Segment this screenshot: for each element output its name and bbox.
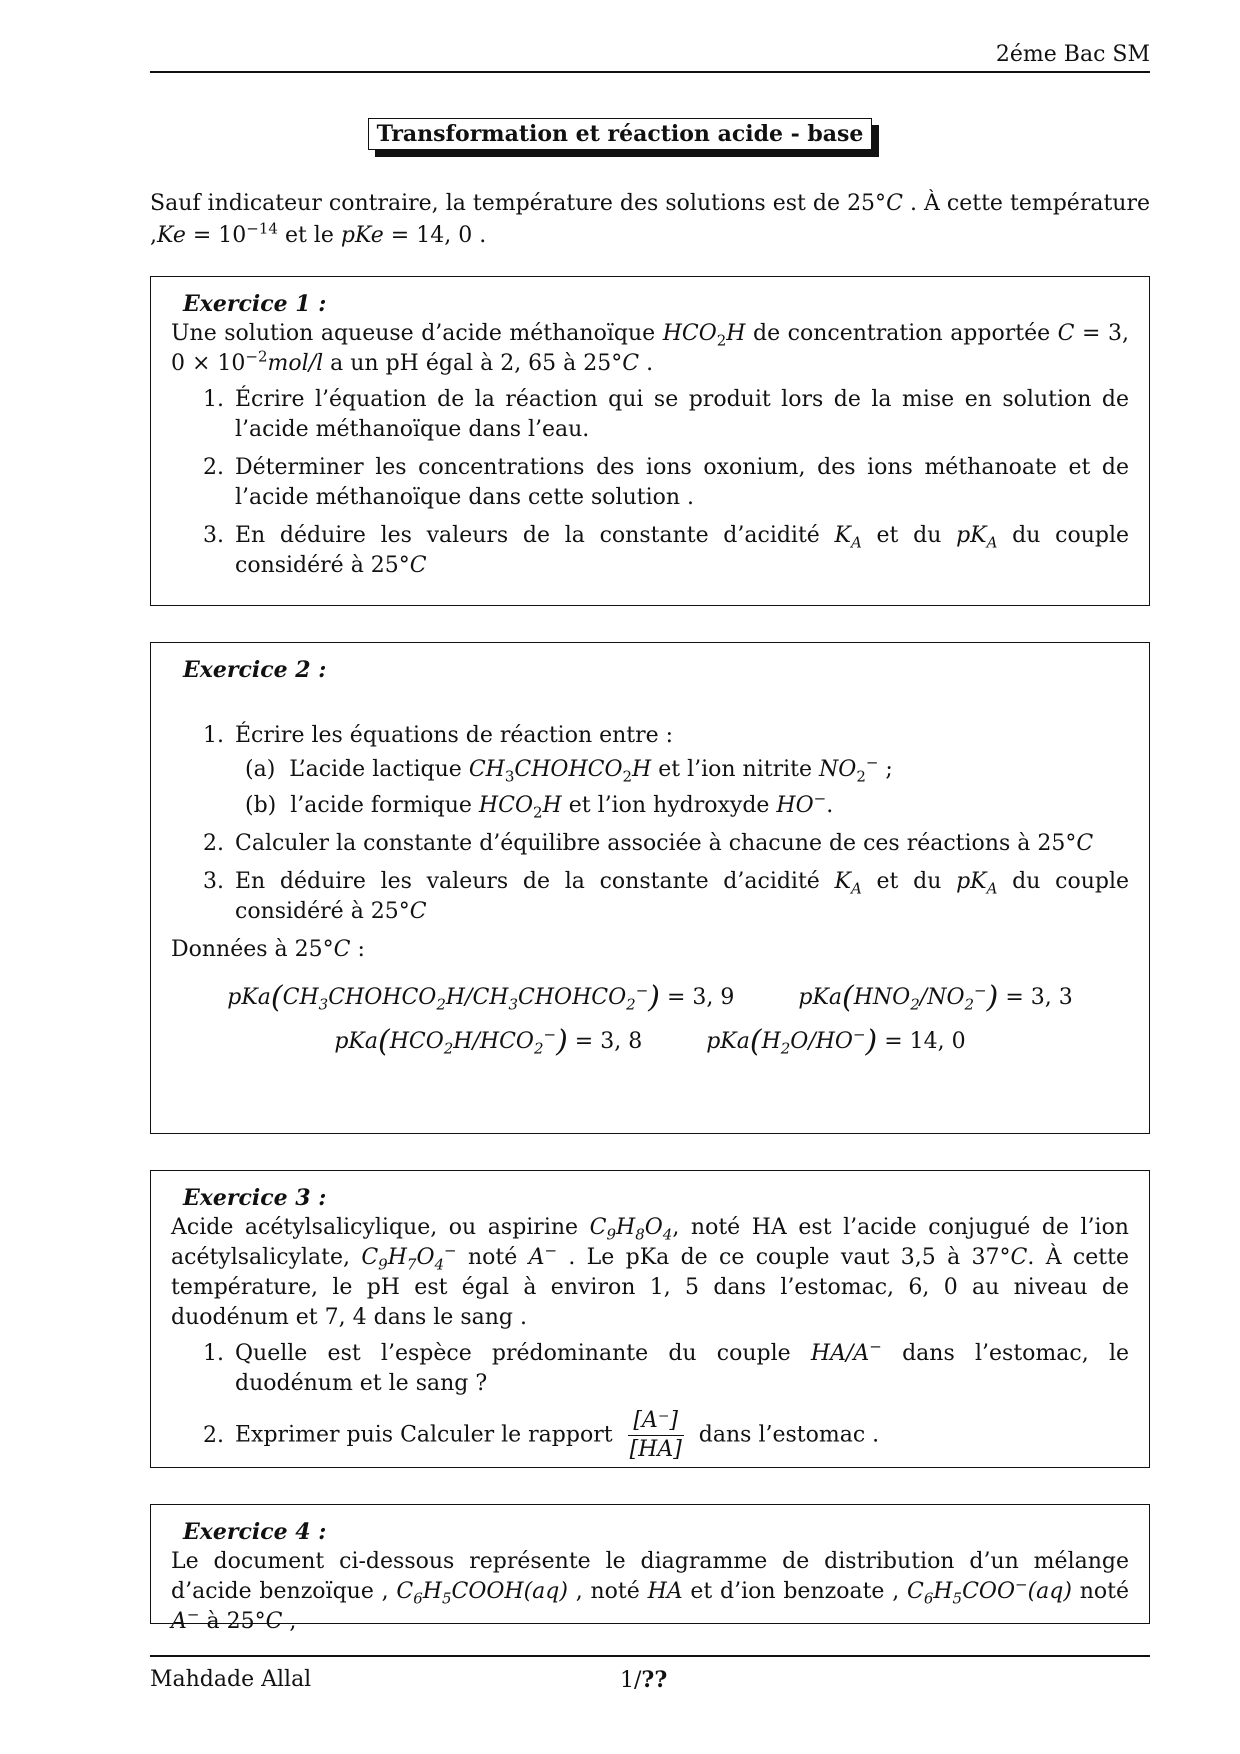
label: (a) [245,757,276,782]
header-class-label: 2éme Bac SM [995,42,1150,67]
text: . À cette température, le pH est égal à environ 1, 5 dans l’estomac, 6, 0 au niveau de duodénum et 7, 4 dans le sang . [171,1245,1129,1330]
exercise-1-statement [171,319,1129,379]
formula-sub: 2 [716,331,727,350]
footer-page-number [620,1665,667,1696]
text: et du [861,869,957,894]
symbol-c: C [265,1609,283,1634]
question-3 [231,867,1129,927]
exercise-2-title: Exercice 2 : [183,657,327,683]
sub-question-b: (b) l’acide formique $HCO_2H$ et l’ion hydroxyde HO−. [245,789,834,822]
pka-value: = 3, 9 [659,985,735,1010]
title-container [0,118,1240,150]
exercise-1-box [150,276,1150,606]
text: : [350,937,365,962]
text: dans l’estomac, le duodénum et le sang ? [235,1341,1129,1396]
symbol-pk: pK [956,869,987,894]
unit: mol/l [267,351,324,376]
ke-exponent: −14 [246,219,278,238]
footer-author: Mahdade Allal [150,1667,312,1692]
text: et l’ion nitrite [651,757,820,782]
symbol-pk: pK [956,523,987,548]
intro-text: = 14, 0 . [383,223,487,248]
text: et du [861,523,957,548]
text: noté [1071,1579,1129,1604]
exercise-2-box [150,642,1150,1134]
exercise-4-statement: Le document ci-dessous représente le diagramme de distribution d’un mélange d’acide benzoïque , $C_6H_5COOH(aq)$ , noté HA et d’ion benzoate , $C_6H_5COO^-(aq)$ noté A− à 25°C , [171,1549,1129,1634]
sub-question-a: (a) L’acide lactique $CH_3CHOHCO_2H$ et l’ion nitrite $NO_2^-$ ; [245,753,893,786]
sub-a: A [850,879,862,898]
page-current: 1/ [620,1668,642,1693]
exercise-4-box [150,1504,1150,1634]
intro-text: = 10 [185,223,247,248]
spacer [171,685,1129,715]
symbol-c: C [1010,1245,1028,1270]
question-2 [231,829,1129,859]
question-2: 2. Déterminer les concentrations des ions oxonium, des ions méthanoate et de l’acide méthanoïque dans cette solution . [231,453,1129,513]
pka-label: pKa [706,1029,750,1054]
sub-a: A [850,533,862,552]
intro-text: et le [277,223,341,248]
text: du couple considéré à 25° [235,523,1129,578]
pka-value: = 3, 3 [998,985,1073,1010]
symbol-c: C [1057,321,1075,346]
text: a un pH égal à 2, 65 à 25° [323,351,623,376]
symbol-c: C [409,553,427,578]
formula: CHOHCO [514,757,623,782]
text: à 25° [199,1609,266,1634]
formula: HO [776,793,814,818]
symbol-c: C [622,351,640,376]
pka-value: = 14, 0 [877,1029,966,1054]
exercise-1-questions [171,385,1129,581]
text: = 3, 0 × 10 [171,321,1129,376]
symbol-c: C [409,899,427,924]
pke-symbol: pKe [340,223,384,248]
exercise-2-questions [171,721,1129,927]
page-title: Transformation et réaction acide - base [368,118,873,150]
exercise-3-title: Exercice 3 : [183,1185,327,1211]
exercise-3-questions [171,1339,1129,1464]
exercise-3-statement: Acide acétylsalicylique, ou aspirine $C_9H_8O_4$, noté HA est l’acide conjugué de l’ion acétylsalicylate, $C_9H_7O_4^-$ noté A− . Le pKa de ce couple vaut 3,5 à 37°C. À cette température, le pH est égal à environ 1, 5 dans l’estomac, 6, 0 au niveau de duodénum et 7, 4 dans le sang . [171,1215,1129,1330]
text: et l’ion hydroxyde [561,793,777,818]
intro-paragraph [150,188,1150,252]
symbol-k: K [834,523,851,548]
text: noté [456,1245,529,1270]
text: ; [878,757,893,782]
question-1: 1. Écrire l’équation de la réaction qui se produit lors de la mise en solution de l’acide méthanoïque dans l’eau. [231,385,1129,445]
text: , noté HA est l’acide conjugué de l’ion acétylsalicylate, [171,1215,1129,1270]
text: En déduire les valeurs de la constante d’acidité [235,869,835,894]
text: Exprimer puis Calculer le rapport [235,1422,620,1448]
formula: H [542,793,562,818]
question-2 [231,1407,1129,1464]
intro-unit-c: C [886,191,903,216]
pka-label: pKa [334,1029,378,1054]
text: et d’ion benzoate , [682,1579,907,1604]
ke-symbol: Ke [157,223,186,248]
text: . [639,351,654,376]
text: Une solution aqueuse d’acide méthanoïque [171,321,663,346]
label: (b) [245,793,277,818]
text: En déduire les valeurs de la constante d’acidité [235,523,835,548]
pka-row-2: $pKa(HCO_2H/HCO_2^-) = 3$, 8 $pKa(H_2O/HO^-) = 14$, 0 [334,1024,966,1059]
fraction-numerator: [A⁻] [628,1407,684,1436]
text: . [826,793,834,818]
text: de concentration apportée [745,321,1058,346]
intro-text: . À cette température , [150,191,1150,248]
sub-a: A [986,879,998,898]
text: Acide acétylsalicylique, ou aspirine [171,1215,590,1240]
ratio-fraction [628,1407,684,1464]
formula: H [726,321,746,346]
text: dans l’estomac . [691,1422,880,1448]
exponent: −2 [245,347,268,366]
text: , noté [567,1579,648,1604]
footer-rule [150,1655,1150,1657]
text: L’acide lactique [289,757,469,782]
symbol-c: C [333,937,351,962]
question-1: 1. Quelle est l’espèce prédominante du couple HA/A− dans l’estomac, le duodénum et le sang ? [231,1339,1129,1399]
text: du couple considéré à 25° [235,869,1129,924]
header-rule [150,71,1150,73]
text: l’acide formique [290,793,479,818]
sub-questions [235,755,1129,821]
text: . Le pKa de ce couple vaut 3,5 à 37° [557,1245,1011,1270]
pka-value: = 3, 8 [567,1029,643,1054]
text: Données à 25° [171,937,334,962]
exercise-3-box [150,1170,1150,1468]
text: , [282,1609,297,1634]
symbol-k: K [834,869,851,894]
pka-label: pKa [798,985,843,1010]
symbol-c: C [1076,831,1094,856]
fraction-denominator: [HA] [629,1437,682,1462]
formula: CH [468,757,505,782]
pka-row-1: $pKa(CH_3CHOHCO_2H/CH_3CHOHCO_2^-) = 3$, 9 $pKa(HNO_2/NO_2^-) = 3$, 3 [227,980,1073,1015]
question-3 [231,521,1129,581]
data-label [171,935,1129,965]
formula: NO [819,757,857,782]
exercise-4-title: Exercice 4 : [183,1519,327,1545]
formula: HCO [478,793,533,818]
text: Quelle est l’espèce prédominante du couple [235,1341,811,1366]
sub-a: A [986,533,998,552]
question-1 [231,721,1129,821]
page-total: ?? [641,1667,668,1693]
formula: HCO [662,321,717,346]
pka-label: pKa [227,985,271,1010]
intro-text: Sauf indicateur contraire, la température des solutions est de 25° [150,191,887,216]
exercise-1-title: Exercice 1 : [183,291,327,317]
text: Le document ci-dessous représente le diagramme de distribution d’un mélange d’acide benzoïque , [171,1549,1129,1604]
text: Calculer la constante d’équilibre associée à chacune de ces réactions à 25° [235,831,1077,856]
formula: H [632,757,652,782]
text: Écrire les équations de réaction entre : [235,723,674,748]
